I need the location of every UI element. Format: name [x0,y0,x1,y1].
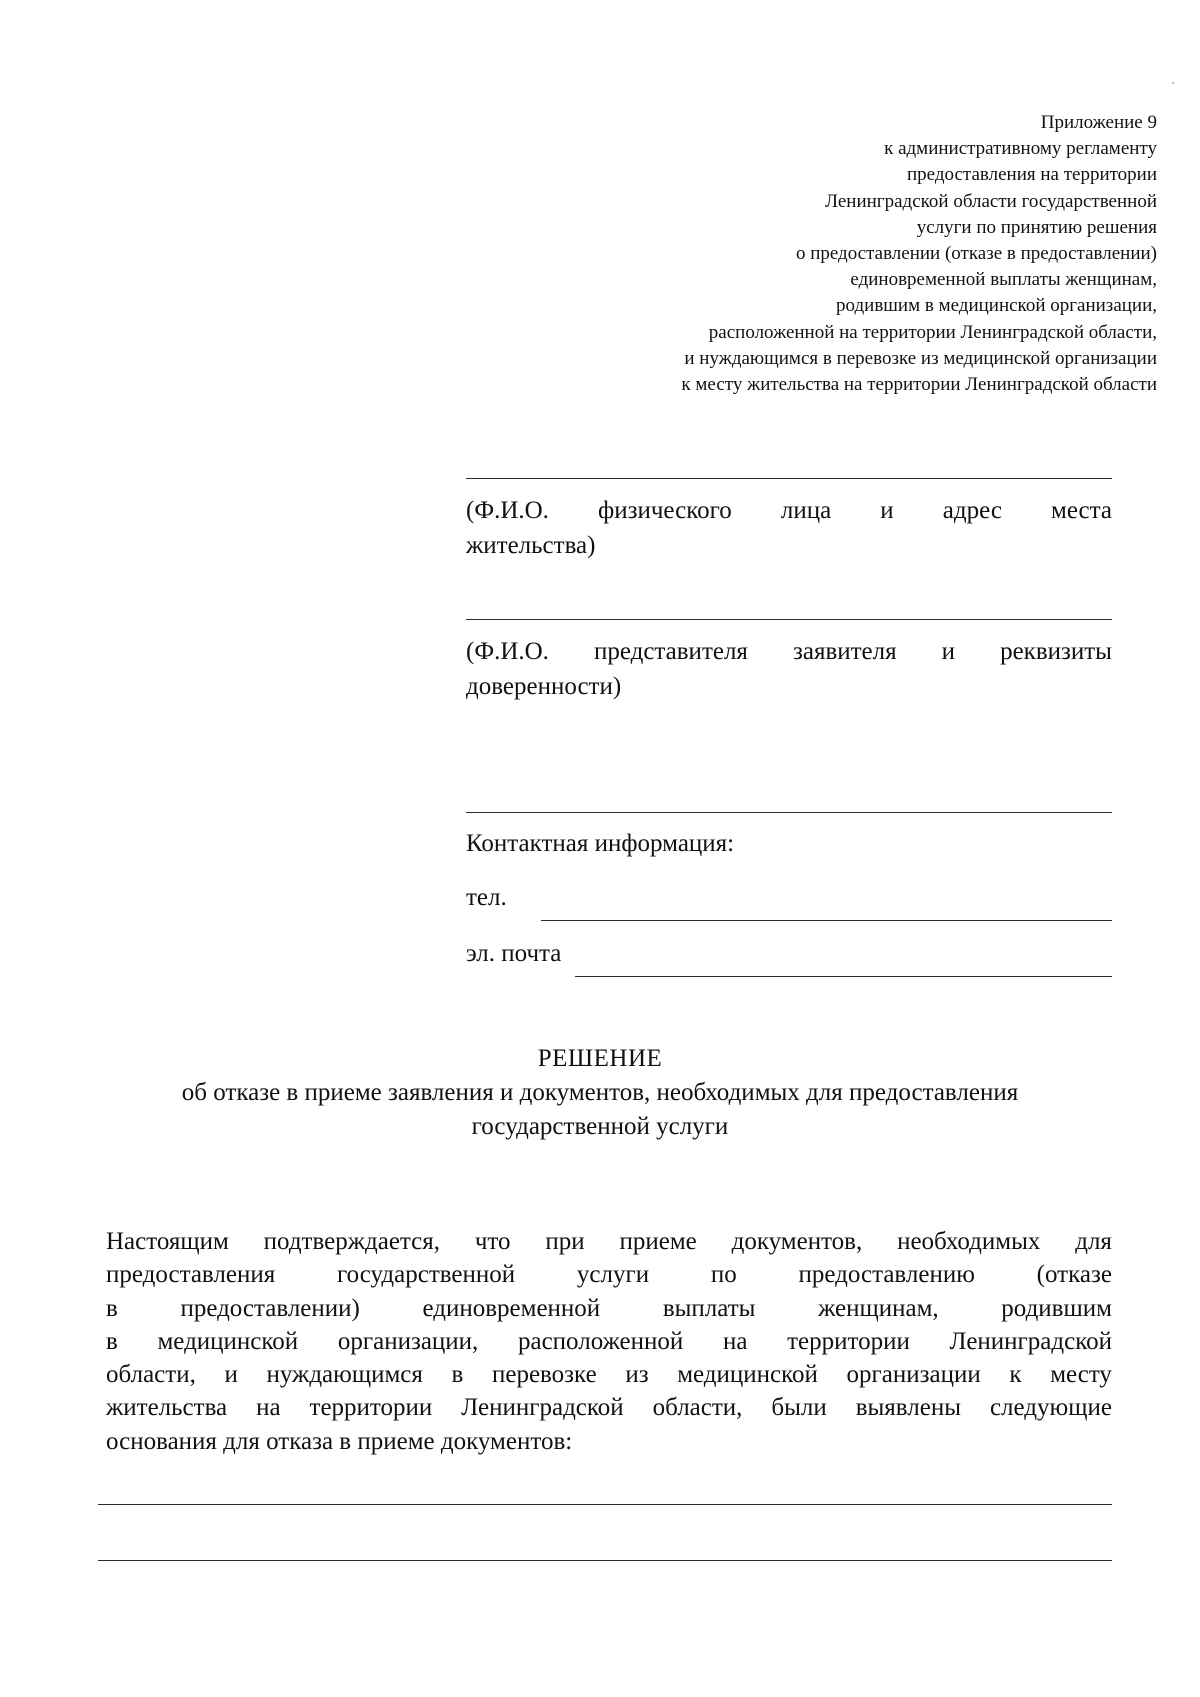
body-word: государственной [336,1261,516,1289]
body-word: единовременной [422,1294,601,1322]
contact-title: Контактная информация: [466,830,735,857]
appendix-line: услуги по принятию решения [916,216,1157,238]
appendix-line: единовременной выплаты женщинам, [850,269,1157,291]
body-line [106,1391,1112,1424]
body-word: родившим [1001,1294,1112,1322]
body-word: области, [652,1394,743,1422]
appendix-line: Ленинградской области государственной [825,190,1157,212]
body-paragraph [106,1225,1112,1458]
body-word: к [1009,1361,1022,1389]
caption-word: лица [780,497,832,524]
contact-fill-line [466,812,1112,813]
body-word: женщинам, [818,1294,939,1322]
body-word: и [224,1361,238,1389]
representative-fill-line [466,619,1112,620]
body-word: необходимых [897,1228,1041,1255]
applicant-fill-line [466,478,1112,479]
body-word: территории [787,1327,910,1355]
contact-top-line [466,812,1112,813]
body-word: нуждающимся [266,1361,423,1389]
body-line [106,1325,1112,1358]
body-word: что [474,1228,511,1255]
reason-fill-line [98,1504,1112,1505]
email-label: эл. почта [466,940,562,967]
body-word: медицинской [157,1327,299,1355]
body-word: были [771,1394,827,1422]
body-word: на [256,1394,281,1422]
body-line [106,1358,1112,1391]
body-word: приеме [619,1228,697,1255]
appendix-line: и нуждающимся в перевозке из медицинской организации [684,347,1157,369]
phone-label: тел. [466,884,507,911]
body-word: подтверждается, [263,1228,440,1255]
body-line [106,1292,1112,1325]
body-word: в [106,1327,118,1355]
caption-word: реквизиты [1000,638,1112,665]
reason-fill-line [98,1560,1112,1561]
email-fill-line [575,976,1112,977]
body-word: (отказе [1036,1261,1112,1289]
appendix-line: к месту жительства на территории Ленинградской области [681,374,1157,396]
appendix-header [517,110,1157,398]
decision-title-text: РЕШЕНИЕ [537,1045,663,1072]
body-word: Ленинградской [949,1327,1112,1355]
body-word: Ленинградской [461,1394,624,1422]
body-word: при [545,1228,585,1255]
appendix-line: расположенной на территории Ленинградской области, [708,321,1157,343]
phone-fill-line [541,920,1112,921]
body-word: выплаты [662,1294,756,1322]
decision-title [0,1042,1200,1076]
body-word: предоставлении) [180,1294,360,1322]
decision-subtitle-1: об отказе в приеме заявления и документов, необходимых для предоставления [181,1079,1019,1106]
body-line [106,1225,1112,1258]
body-word: предоставления [106,1261,276,1289]
body-line-last: основания для отказа в приеме документов: [106,1427,573,1455]
body-word: по [710,1261,737,1289]
body-word: для [1075,1228,1112,1255]
appendix-line: родившим в медицинской организации, [836,295,1157,317]
representative-field [466,619,1112,704]
body-word: жительства [106,1394,228,1422]
applicant-field [466,478,1112,563]
appendix-line: к административному регламенту [884,138,1157,160]
caption-word: адрес [942,497,1002,524]
caption-word: (Ф.И.О. [466,497,549,524]
body-word: выявлены [855,1394,962,1422]
body-word: области, [106,1361,196,1389]
body-word: расположенной [517,1327,684,1355]
caption-word: и [880,497,894,524]
appendix-line: о предоставлении (отказе в предоставлении) [795,243,1157,265]
scan-artifact [1172,82,1174,84]
body-word: услуги [576,1261,650,1289]
body-word: следующие [989,1394,1112,1422]
representative-caption [466,634,1112,704]
appendix-line: предоставления на территории [907,164,1157,186]
caption-tail: доверенности) [466,673,622,700]
caption-word: представителя [593,638,748,665]
body-line [106,1258,1112,1291]
caption-word: физического [598,497,732,524]
body-word: на [722,1327,748,1355]
caption-tail: жительства) [466,532,596,559]
email-row [466,940,1112,968]
body-word: в [106,1294,118,1322]
caption-word: (Ф.И.О. [466,638,549,665]
decision-subtitle-2: государственной услуги [471,1113,729,1140]
body-word: медицинской [677,1361,818,1389]
caption-word: и [941,638,956,665]
caption-word: места [1051,497,1112,524]
body-word: из [625,1361,649,1389]
applicant-caption [466,493,1112,563]
phone-row [466,884,1112,912]
body-word: организации [846,1361,981,1389]
caption-word: заявителя [792,638,897,665]
body-word: документов, [731,1228,863,1255]
body-word: месту [1050,1361,1112,1389]
body-word: перевозке [491,1361,597,1389]
body-word: в [451,1361,464,1389]
body-word: организации, [337,1327,479,1355]
appendix-line: Приложение 9 [1040,112,1157,133]
body-word: Настоящим [106,1228,229,1255]
body-word: предоставлению [798,1261,975,1289]
body-word: территории [309,1394,433,1422]
